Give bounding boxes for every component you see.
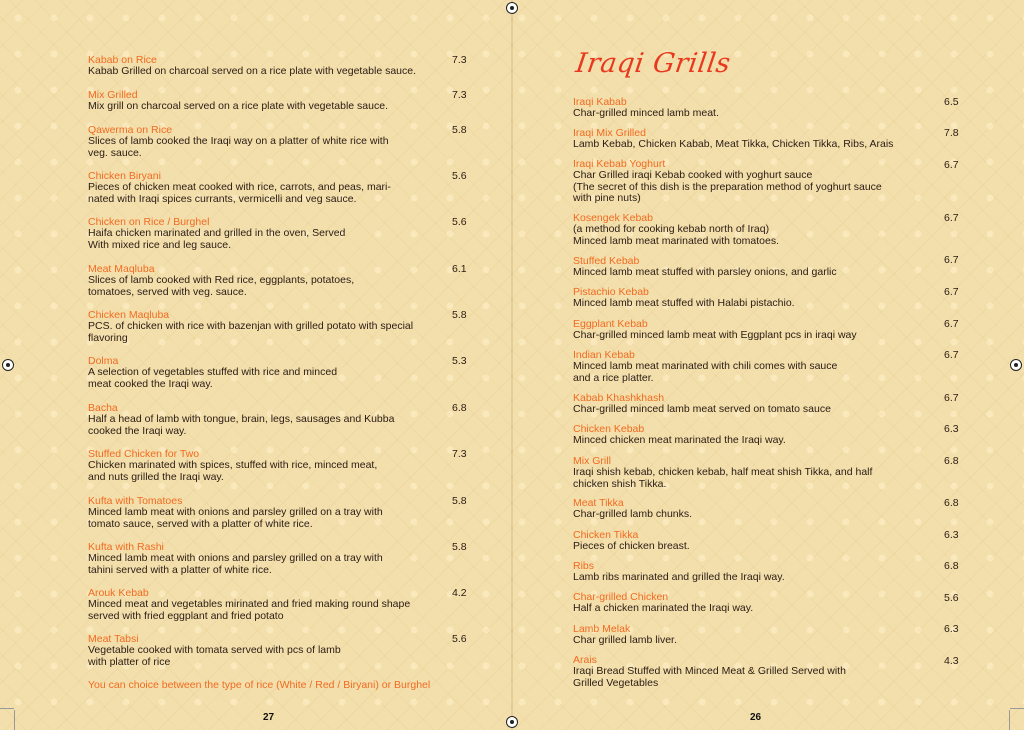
item-name: Arouk Kebab	[88, 587, 149, 599]
item-description: Haifa chicken marinated and grilled in the oven, Served With mixed rice and leg sauce.	[88, 227, 346, 251]
item-name: Mix Grilled	[88, 89, 138, 101]
item-price: 6.7	[944, 212, 959, 224]
item-price: 6.8	[944, 560, 959, 572]
item-description: Slices of lamb cooked with Red rice, eggplants, potatoes, tomatoes, served with veg. sauce.	[88, 274, 355, 298]
item-price: 5.6	[944, 592, 959, 604]
item-price: 5.8	[452, 541, 467, 553]
menu-item	[88, 217, 473, 251]
item-description: Chicken marinated with spices, stuffed with rice, minced meat, and nuts grilled the Iraqi way.	[88, 459, 378, 483]
item-name: Indian Kebab	[573, 349, 635, 361]
item-price: 6.1	[452, 263, 467, 275]
item-description: Pieces of chicken breast.	[573, 540, 690, 552]
menu-item	[573, 319, 966, 342]
item-description: Minced lamb meat with onions and parsley grilled on a tray with tahini served with a platter of white rice.	[88, 552, 383, 576]
item-description: (a method for cooking kebab north of Iraq) Minced lamb meat marinated with tomatoes.	[573, 223, 780, 247]
menu-item	[573, 350, 966, 384]
registration-mark-icon	[2, 359, 14, 371]
rice-choice-note: You can choice between the type of rice (White / Red / Biryani) or Burghel	[88, 679, 431, 691]
item-price: 6.7	[944, 159, 959, 171]
menu-item	[573, 424, 966, 447]
item-price: 6.3	[944, 423, 959, 435]
item-name: Chicken Tikka	[573, 529, 639, 541]
item-price: 6.7	[944, 318, 959, 330]
item-price: 5.6	[452, 633, 467, 645]
item-description: Lamb ribs marinated and grilled the Iraqi way.	[573, 571, 785, 583]
item-price: 5.8	[452, 495, 467, 507]
item-description: Vegetable cooked with tomata served with pcs of lamb with platter of rice	[88, 644, 341, 668]
item-name: Iraqi Kebab Yoghurt	[573, 158, 666, 170]
right-page	[514, 0, 1024, 730]
menu-item	[573, 592, 966, 615]
item-description: Mix grill on charcoal served on a rice plate with vegetable sauce.	[88, 100, 388, 112]
item-description: Minced meat and vegetables mirinated and fried making round shape served with fried eggplant and fried potato	[88, 598, 411, 622]
item-price: 4.2	[452, 587, 467, 599]
page-spine	[511, 0, 513, 730]
menu-item	[573, 655, 966, 689]
item-description: Minced lamb meat with onions and parsley grilled on a tray with tomato sauce, served with a platter of white rice.	[88, 506, 383, 530]
menu-item	[88, 496, 473, 530]
item-description: Slices of lamb cooked the Iraqi way on a platter of white rice with veg. sauce.	[88, 135, 389, 159]
crop-mark	[1009, 710, 1010, 730]
menu-item	[88, 310, 473, 344]
item-name: Lamb Melak	[573, 623, 631, 635]
item-description: Kabab Grilled on charcoal served on a rice plate with vegetable sauce.	[88, 65, 417, 77]
item-price: 6.8	[944, 497, 959, 509]
item-description: Char-grilled lamb chunks.	[573, 508, 693, 520]
menu-item	[88, 449, 473, 483]
item-description: PCS. of chicken with rice with bazenjan with grilled potato with special flavoring	[88, 320, 414, 344]
page-number: 27	[263, 712, 275, 723]
item-price: 6.7	[944, 392, 959, 404]
registration-mark-icon	[506, 716, 518, 728]
item-price: 6.7	[944, 254, 959, 266]
menu-item	[88, 125, 473, 159]
item-price: 7.3	[452, 89, 467, 101]
item-description: Char-grilled minced lamb meat with Eggplant pcs in iraqi way	[573, 329, 857, 341]
item-price: 6.5	[944, 96, 959, 108]
item-price: 5.8	[452, 309, 467, 321]
item-name: Iraqi Mix Grilled	[573, 127, 646, 139]
menu-item	[573, 393, 966, 416]
menu-item	[573, 456, 966, 490]
item-name: Chicken on Rice / Burghel	[88, 216, 210, 228]
item-name: Kabab on Rice	[88, 54, 157, 66]
crop-mark	[14, 710, 15, 730]
item-description: Minced lamb meat marinated with chili comes with sauce and a rice platter.	[573, 360, 838, 384]
item-price: 6.7	[944, 349, 959, 361]
menu-item	[573, 159, 966, 205]
item-price: 5.8	[452, 124, 467, 136]
item-name: Kufta with Rashi	[88, 541, 164, 553]
menu-item	[573, 561, 966, 584]
menu-item	[88, 403, 473, 437]
menu-item	[573, 128, 966, 151]
menu-item	[573, 530, 966, 553]
registration-mark-icon	[1010, 359, 1022, 371]
item-name: Dolma	[88, 355, 119, 367]
item-price: 6.8	[452, 402, 467, 414]
item-name: Kufta with Tomatoes	[88, 495, 183, 507]
item-description: Minced lamb meat stuffed with Halabi pistachio.	[573, 297, 795, 309]
item-price: 6.3	[944, 529, 959, 541]
left-page	[0, 0, 510, 730]
menu-item	[573, 624, 966, 647]
item-name: Meat Maqluba	[88, 263, 155, 275]
item-name: Mix Grill	[573, 455, 611, 467]
item-description: Half a chicken marinated the Iraqi way.	[573, 602, 754, 614]
menu-item	[88, 55, 473, 78]
crop-mark	[1010, 708, 1024, 709]
item-price: 6.3	[944, 623, 959, 635]
item-name: Ribs	[573, 560, 595, 572]
item-name: Eggplant Kebab	[573, 318, 648, 330]
item-description: A selection of vegetables stuffed with rice and minced meat cooked the Iraqi way.	[88, 366, 338, 390]
item-name: Arais	[573, 654, 597, 666]
item-description: Char grilled lamb liver.	[573, 634, 677, 646]
item-price: 4.3	[944, 655, 959, 667]
menu-item	[88, 588, 473, 622]
item-description: Char-grilled minced lamb meat.	[573, 107, 719, 119]
item-name: Kabab Khashkhash	[573, 392, 665, 404]
item-description: Lamb Kebab, Chicken Kabab, Meat Tikka, Chicken Tikka, Ribs, Arais	[573, 138, 894, 150]
menu-item	[88, 171, 473, 205]
item-price: 5.6	[452, 216, 467, 228]
item-name: Kosengek Kebab	[573, 212, 653, 224]
item-name: Chicken Maqluba	[88, 309, 170, 321]
item-name: Iraqi Kabab	[573, 96, 627, 108]
item-name: Meat Tabsi	[88, 633, 139, 645]
item-description: Char-grilled minced lamb meat served on tomato sauce	[573, 403, 831, 415]
menu-item	[88, 90, 473, 113]
section-title: Iraqi Grills	[573, 48, 733, 79]
item-price: 5.6	[452, 170, 467, 182]
item-name: Chicken Kebab	[573, 423, 645, 435]
item-price: 6.8	[944, 455, 959, 467]
item-price: 6.7	[944, 286, 959, 298]
item-description: Minced lamb meat stuffed with parsley onions, and garlic	[573, 266, 837, 278]
page-number: 26	[750, 712, 762, 723]
menu-item	[573, 287, 966, 310]
menu-item	[573, 498, 966, 521]
item-price: 7.8	[944, 127, 959, 139]
item-description: Iraqi shish kebab, chicken kebab, half meat shish Tikka, and half chicken shish Tikka.	[573, 466, 873, 490]
item-name: Bacha	[88, 402, 118, 414]
item-name: Qawerma on Rice	[88, 124, 173, 136]
menu-item	[573, 213, 966, 247]
item-description: Char Grilled iraqi Kebab cooked with yoghurt sauce (The secret of this dish is the preparation method of yoghurt sauce with pine nuts)	[573, 169, 882, 204]
item-name: Stuffed Chicken for Two	[88, 448, 200, 460]
item-description: Minced chicken meat marinated the Iraqi way.	[573, 434, 786, 446]
item-description: Half a head of lamb with tongue, brain, legs, sausages and Kubba cooked the Iraqi way.	[88, 413, 395, 437]
menu-item	[88, 264, 473, 298]
item-price: 7.3	[452, 54, 467, 66]
menu-item	[573, 97, 966, 120]
item-name: Char-grilled Chicken	[573, 591, 669, 603]
item-price: 5.3	[452, 355, 467, 367]
item-description: Pieces of chicken meat cooked with rice, carrots, and peas, mari- nated with Iraqi spices currants, vermicelli and veg sauce.	[88, 181, 391, 205]
menu-item	[88, 634, 473, 668]
crop-mark	[0, 708, 14, 709]
menu-item	[573, 256, 966, 279]
item-name: Stuffed Kebab	[573, 255, 640, 267]
menu-item	[88, 542, 473, 576]
item-description: Iraqi Bread Stuffed with Minced Meat & Grilled Served with Grilled Vegetables	[573, 665, 846, 689]
registration-mark-icon	[506, 2, 518, 14]
menu-item	[88, 356, 473, 390]
item-name: Pistachio Kebab	[573, 286, 649, 298]
item-name: Meat Tikka	[573, 497, 624, 509]
item-price: 7.3	[452, 448, 467, 460]
item-name: Chicken Biryani	[88, 170, 161, 182]
